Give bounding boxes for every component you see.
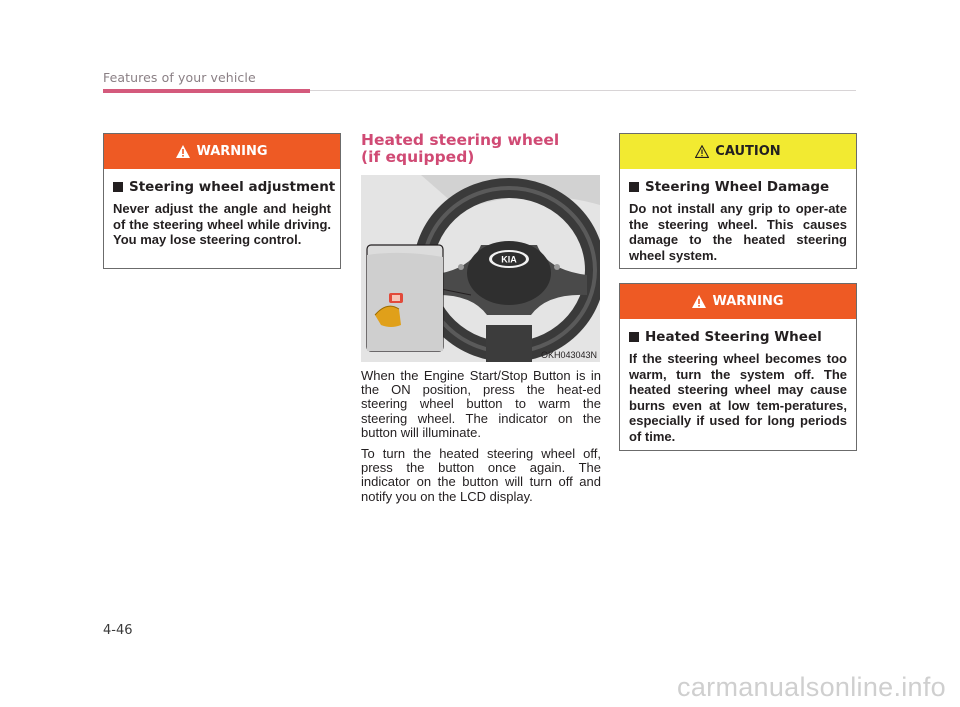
bullet-square-icon (113, 182, 123, 192)
caution-box-steering-damage (619, 133, 857, 269)
warning-subtitle-row (629, 329, 856, 345)
warning-box-steering-adjustment (103, 133, 341, 269)
page-number: 4-46 (103, 623, 133, 638)
photo-logo: KIA (501, 254, 517, 265)
caution-triangle-icon (695, 145, 709, 158)
warning-subtitle: Heated Steering Wheel (645, 329, 822, 345)
heading-line-2: (if equipped) (361, 148, 475, 166)
warning-label: WARNING (196, 144, 268, 159)
warning-subtitle-row (113, 179, 340, 195)
page-heading (361, 132, 601, 166)
warning-label: WARNING (712, 294, 784, 309)
paragraph-1: When the Engine Start/Stop Button is in the ON position, press the heat-ed steering wheel button to warm the steering wheel. The indicator on the button will illuminate. (361, 368, 601, 440)
caution-label: CAUTION (715, 144, 781, 159)
caution-body: Do not install any grip to oper-ate the steering wheel. This causes damage to the heated steering wheel system. (629, 201, 847, 263)
bullet-square-icon (629, 182, 639, 192)
heading-line-1: Heated steering wheel (361, 131, 560, 149)
warning-header (104, 134, 340, 169)
steering-wheel-photo (361, 175, 600, 362)
warning-subtitle: Steering wheel adjustment (129, 179, 336, 195)
caution-subtitle: Steering Wheel Damage (645, 179, 830, 195)
caution-subtitle-row (629, 179, 856, 195)
paragraph-2: To turn the heated steering wheel off, press the button once again. The indicator on the button will turn off and notify you on the LCD display. (361, 446, 601, 504)
warning-box-heated-wheel (619, 283, 857, 451)
warning-header (620, 284, 856, 319)
caution-header (620, 134, 856, 169)
header-accent-rule (103, 89, 310, 93)
bullet-square-icon (629, 332, 639, 342)
warning-body: If the steering wheel becomes too warm, turn the system off. The heated steering wheel may cause burns even at low tem-peratures, especially if used for long periods of time. (629, 351, 847, 444)
warning-triangle-icon (692, 295, 706, 308)
watermark-link[interactable]: carmanualsonline.info (677, 672, 946, 702)
photo-code: OKH043043N (540, 350, 597, 360)
section-title: Features of your vehicle (103, 70, 256, 85)
warning-body: Never adjust the angle and height of the steering wheel while driving. You may lose steering control. (113, 201, 331, 247)
steering-wheel-illustration (361, 175, 600, 362)
warning-triangle-icon (176, 145, 190, 158)
header-divider (310, 90, 856, 91)
